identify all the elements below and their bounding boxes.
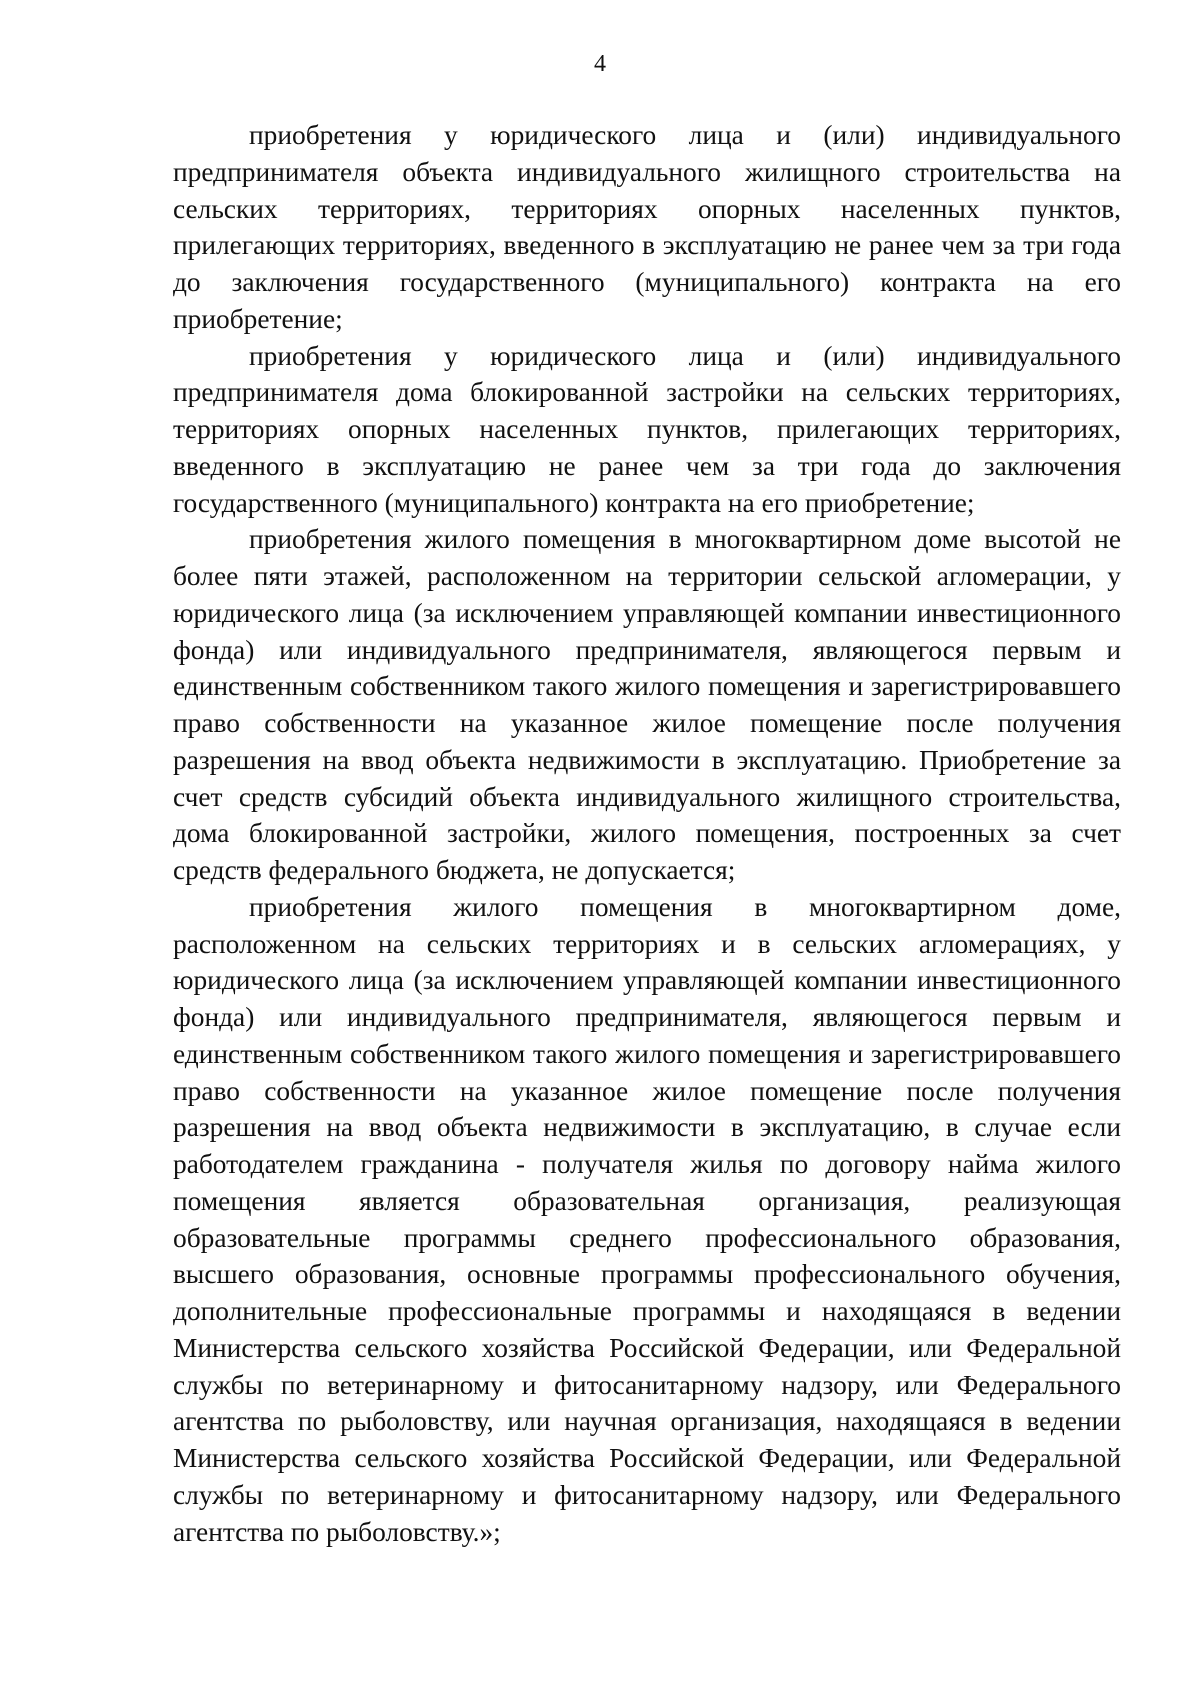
paragraph-4: приобретения жилого помещения в многоквартирном доме, расположенном на сельских территориях и в сельских агломерациях, у юридического лица (за исключением управляющей компании инвестиционного фонда) или индивидуального предпринимателя, являющегося первым и единственным собственником такого жилого помещения и зарегистрировавшего право собственности на указанное жилое помещение после получения разрешения на ввод объекта недвижимости в эксплуатацию, в случае если работодателем гражданина - получателя жилья по договору найма жилого помещения является образовательная организация, реализующая образовательные программы среднего профессионального образования, высшего образования, основные программы профессионального обучения, дополнительные профессиональные программы и находящаяся в ведении Министерства сельского хозяйства Российской Федерации, или Федеральной службы по ветеринарному и фитосанитарному надзору, или Федерального агентства по рыболовству, или научная организация, находящаяся в ведении Министерства сельского хозяйства Российской Федерации, или Федеральной службы по ветеринарному и фитосанитарному надзору, или Федерального агентства по рыболовству.»; [173, 891, 1121, 1547]
paragraph-1: приобретения у юридического лица и (или) индивидуального предпринимателя объекта индивидуального жилищного строительства на сельских территориях, территориях опорных населенных пунктов, прилегающих территориях, введенного в эксплуатацию не ранее чем за три года до заключения государственного (муниципального) контракта на его приобретение; [173, 120, 1121, 334]
document-body [173, 117, 1121, 1550]
page-number: 4 [594, 51, 606, 77]
paragraph-2: приобретения у юридического лица и (или) индивидуального предпринимателя дома блокированной застройки на сельских территориях, территориях опорных населенных пунктов, прилегающих территориях, введенного в эксплуатацию не ранее чем за три года до заключения государственного (муниципального) контракта на его приобретение; [173, 340, 1121, 518]
paragraph-3: приобретения жилого помещения в многоквартирном доме высотой не более пяти этажей, расположенном на территории сельской агломерации, у юридического лица (за исключением управляющей компании инвестиционного фонда) или индивидуального предпринимателя, являющегося первым и единственным собственником такого жилого помещения и зарегистрировавшего право собственности на указанное жилое помещение после получения разрешения на ввод объекта недвижимости в эксплуатацию. Приобретение за счет средств субсидий объекта индивидуального жилищного строительства, дома блокированной застройки, жилого помещения, построенных за счет средств федерального бюджета, не допускается; [173, 524, 1121, 885]
